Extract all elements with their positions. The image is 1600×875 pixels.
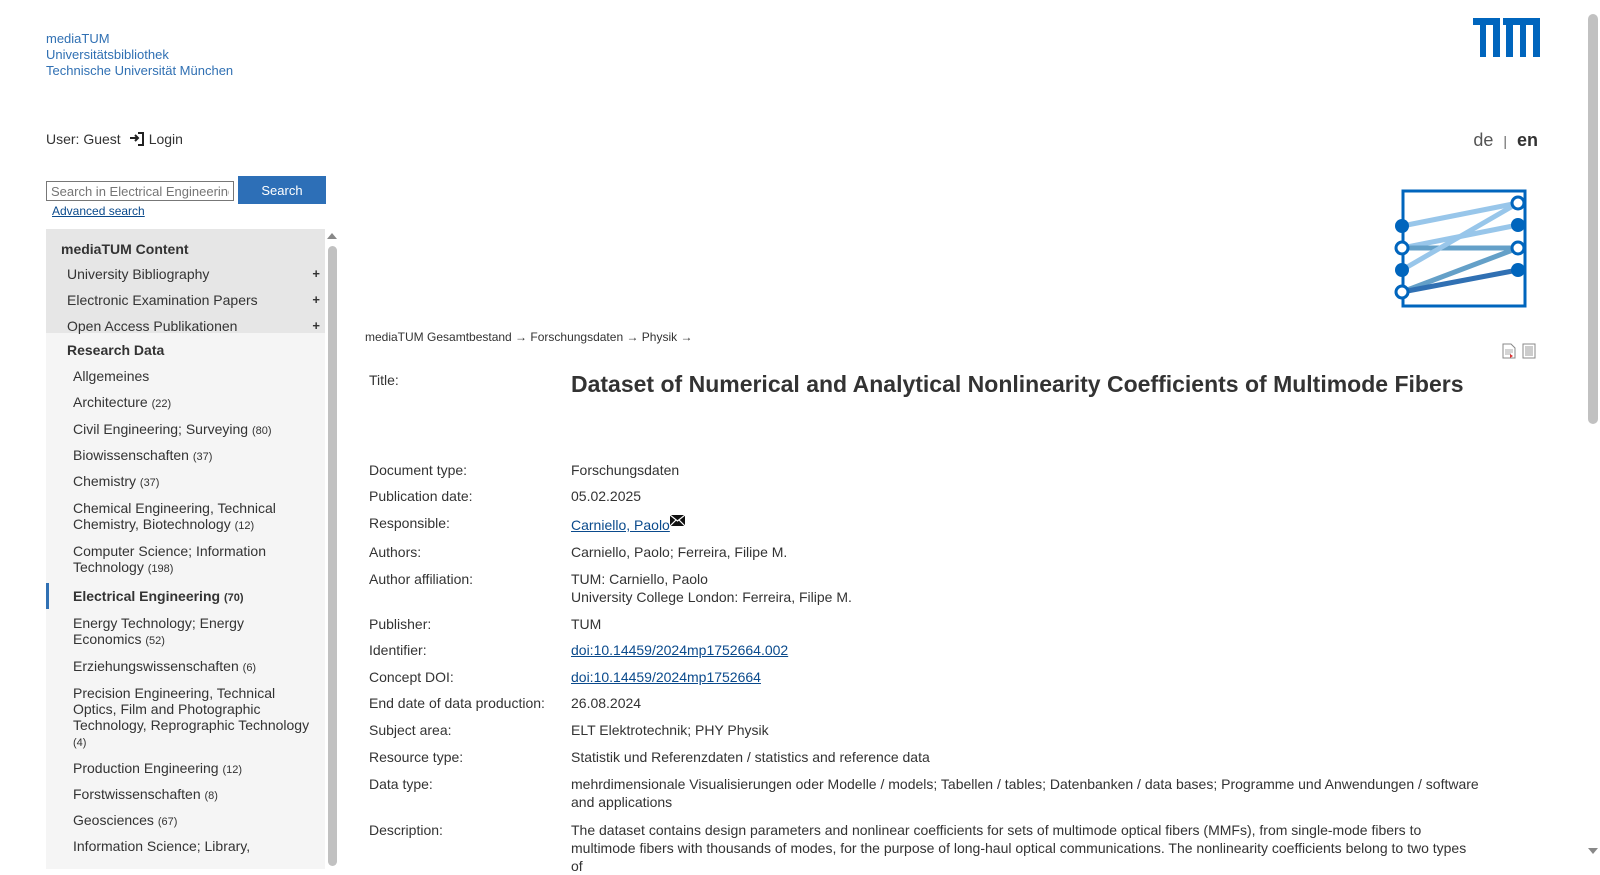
field-value: TUM — [571, 616, 602, 632]
sidebar-sub-label: Chemical Engineering, Technical Chemistry, Biotechnology — [73, 500, 276, 532]
sidebar-sub-count: (22) — [151, 398, 172, 410]
sidebar-sub-civil-engineering[interactable] — [73, 421, 318, 437]
search-button[interactable]: Search — [238, 176, 326, 204]
affiliation-2: University College London: Ferreira, Filipe M. — [571, 589, 852, 605]
sidebar-header[interactable]: mediaTUM Content — [61, 241, 189, 257]
language-switch — [1473, 130, 1538, 151]
field-document-type — [369, 462, 1499, 479]
sidebar-sub-count: (67) — [157, 816, 178, 828]
sidebar-sub-information-science[interactable] — [73, 838, 318, 854]
lang-en[interactable]: en — [1516, 130, 1538, 150]
sidebar-item-label: Electronic Examination Papers — [67, 292, 258, 308]
field-label: Subject area: — [369, 722, 452, 738]
login-button[interactable] — [129, 131, 183, 147]
tum-logo-icon[interactable] — [1466, 18, 1540, 57]
advanced-search-link[interactable]: Advanced search — [52, 204, 145, 218]
field-value — [571, 515, 1499, 532]
user-label: User: Guest — [46, 131, 121, 147]
field-data-type — [369, 775, 1499, 811]
page-scrollbar[interactable] — [1588, 14, 1598, 424]
export-icon[interactable] — [1502, 343, 1516, 359]
field-resource-type — [369, 749, 1499, 766]
sidebar-sub-label: Erziehungswissenschaften — [73, 658, 239, 674]
field-value: 26.08.2024 — [571, 695, 642, 711]
field-concept-doi — [369, 669, 1499, 686]
tum-link[interactable]: Technische Universität München — [46, 63, 234, 78]
sidebar-sub-chemistry[interactable] — [73, 473, 318, 489]
identifier-link[interactable]: doi:10.14459/2024mp1752664.002 — [571, 642, 789, 658]
sidebar-sub-count: (37) — [139, 477, 160, 489]
sidebar-item-label: University Bibliography — [67, 266, 210, 282]
sidebar-sub-label: Architecture — [73, 394, 148, 410]
field-label: Data type: — [369, 776, 433, 792]
sidebar-sub-label: Energy Technology; Energy Economics — [73, 615, 244, 647]
sidebar-sub-erziehungswissenschaften[interactable] — [73, 658, 318, 674]
field-value — [571, 669, 1499, 686]
lang-de[interactable]: de — [1473, 130, 1494, 150]
sidebar-sub-count: (8) — [204, 790, 218, 802]
responsible-link[interactable]: Carniello, Paolo — [571, 517, 670, 533]
sidebar-sub-computer-science[interactable] — [73, 543, 288, 575]
title-label: Title: — [369, 372, 399, 388]
field-label: Publisher: — [369, 616, 432, 632]
field-label: Authors: — [369, 544, 422, 560]
field-label: Description: — [369, 822, 443, 838]
field-label: Concept DOI: — [369, 669, 454, 685]
sidebar-sub-allgemeines[interactable] — [73, 368, 318, 384]
record-actions — [1502, 343, 1536, 359]
sidebar-sub-label: Allgemeines — [73, 368, 150, 384]
sidebar — [46, 229, 325, 869]
affiliation-1: TUM: Carniello, Paolo — [571, 571, 708, 587]
email-icon[interactable] — [670, 515, 685, 526]
sidebar-sub-count: (12) — [222, 764, 242, 776]
user-bar — [46, 131, 183, 147]
sidebar-sub-label: Information Science; Library, — [73, 838, 251, 854]
sidebar-sub-geosciences[interactable] — [73, 812, 318, 828]
field-label: Responsible: — [369, 515, 450, 531]
field-responsible — [369, 515, 1499, 532]
field-value: Forschungsdaten — [571, 462, 680, 478]
active-indicator — [46, 583, 49, 609]
sidebar-sub-count: (37) — [192, 451, 213, 463]
mediatum-link[interactable]: mediaTUM — [46, 31, 110, 46]
field-value: Statistik und Referenzdaten / statistics and reference data — [571, 749, 930, 765]
breadcrumb[interactable]: mediaTUM Gesamtbestand → Forschungsdaten → Physik → — [365, 330, 693, 344]
field-value: mehrdimensionale Visualisierungen oder Modelle / models; Tabellen / tables; Datenbanken / data bases; Programme und Anwendungen / software and applications — [571, 776, 1479, 810]
sidebar-sub-biowissenschaften[interactable] — [73, 447, 318, 463]
sidebar-sub-count: (198) — [147, 563, 174, 575]
search-input[interactable] — [46, 181, 234, 201]
page-scroll-down[interactable] — [1588, 848, 1598, 854]
sidebar-sub-label: Geosciences — [73, 812, 154, 828]
field-value — [571, 642, 1499, 659]
field-subject-area — [369, 722, 1499, 739]
sidebar-sub-label: Electrical Engineering — [73, 588, 221, 604]
sidebar-sub-label: Precision Engineering, Technical Optics, Film and Photographic Technology, Reprographic Technology — [73, 685, 310, 733]
sidebar-sub-precision-engineering[interactable] — [73, 685, 318, 749]
print-icon[interactable] — [1522, 343, 1536, 359]
library-link[interactable]: Universitätsbibliothek — [46, 47, 169, 62]
field-publication-date — [369, 488, 1499, 505]
field-end-date — [369, 695, 1499, 712]
lang-separator: | — [1503, 133, 1507, 149]
expand-icon[interactable]: + — [312, 292, 320, 307]
sidebar-scroll-up[interactable] — [327, 233, 337, 239]
sidebar-sub-count: (52) — [145, 635, 165, 647]
field-author-affiliation — [369, 570, 1499, 606]
sidebar-sub-label: Civil Engineering; Surveying — [73, 421, 249, 437]
network-logo-icon — [1393, 189, 1529, 309]
sidebar-sub-electrical-engineering[interactable] — [73, 588, 318, 604]
field-value: The dataset contains design parameters and nonlinear coefficients for sets of multimode optical fibers (MMFs), from single-mode fibers to multimode fibers with thousands of modes, for the purpose of long-haul optical communications. The nonlinearity coefficients belong to two types of — [571, 822, 1467, 874]
record-title: Dataset of Numerical and Analytical Nonlinearity Coefficients of Multimode Fibers — [571, 371, 1464, 397]
login-label: Login — [148, 131, 183, 147]
field-label: Publication date: — [369, 488, 473, 504]
field-label: Identifier: — [369, 642, 427, 658]
sidebar-sub-label: Biowissenschaften — [73, 447, 189, 463]
sidebar-sub-count: (4) — [73, 737, 87, 749]
field-value: ELT Elektrotechnik; PHY Physik — [571, 722, 769, 738]
field-publisher — [369, 616, 1499, 633]
field-value: Carniello, Paolo; Ferreira, Filipe M. — [571, 544, 788, 560]
expand-icon[interactable]: + — [312, 266, 320, 281]
field-label: Resource type: — [369, 749, 464, 765]
field-label: End date of data production: — [369, 695, 545, 711]
sidebar-sub-count: (12) — [234, 520, 255, 532]
expand-icon[interactable]: + — [312, 318, 320, 333]
field-authors — [369, 544, 1499, 561]
field-identifier — [369, 642, 1499, 659]
sidebar-sub-count: (6) — [242, 662, 257, 674]
sidebar-sub-label: Computer Science; Information Technology — [73, 543, 266, 575]
sidebar-sub-forstwissenschaften[interactable] — [73, 786, 318, 802]
field-value — [571, 570, 1499, 606]
sidebar-sub-label: Chemistry — [73, 473, 137, 489]
sidebar-sub-architecture[interactable] — [73, 394, 318, 410]
field-label: Author affiliation: — [369, 571, 474, 587]
sidebar-sub-label: Production Engineering — [73, 760, 219, 776]
sidebar-sub-chemical-engineering[interactable] — [73, 500, 298, 532]
concept-doi-link[interactable]: doi:10.14459/2024mp1752664 — [571, 669, 761, 685]
sidebar-sub-energy-technology[interactable] — [73, 615, 273, 647]
sidebar-sub-production-engineering[interactable] — [73, 760, 318, 776]
sidebar-item-research-data[interactable]: Research Data — [67, 342, 165, 358]
sidebar-sub-label: Forstwissenschaften — [73, 786, 201, 802]
field-value: 05.02.2025 — [571, 488, 642, 504]
sidebar-sub-count: (70) — [223, 592, 244, 604]
field-label: Document type: — [369, 462, 468, 478]
institution-links — [46, 31, 233, 79]
field-description — [369, 821, 1499, 875]
login-icon — [129, 131, 145, 147]
sidebar-scrollbar[interactable] — [328, 246, 337, 866]
sidebar-sub-count: (80) — [251, 425, 272, 437]
sidebar-item-label: Open Access Publikationen — [67, 318, 238, 334]
